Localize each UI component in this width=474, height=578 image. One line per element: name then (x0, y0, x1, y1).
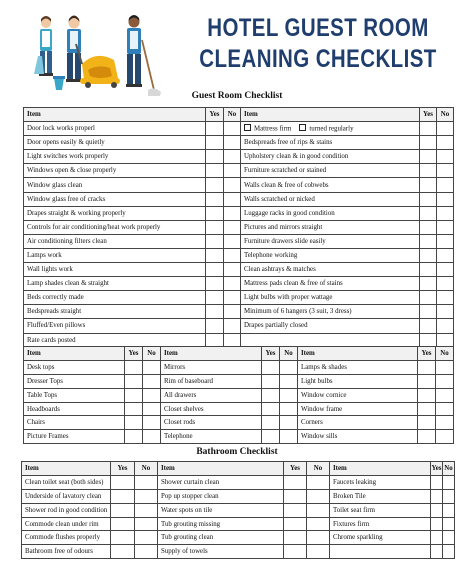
checklist-yes-cell[interactable] (431, 475, 443, 489)
table-row (22, 545, 455, 559)
checklist-no-cell[interactable] (224, 319, 241, 333)
checklist-no-cell[interactable] (224, 206, 241, 220)
checklist-item: Tub grouting missing (158, 517, 284, 531)
checklist-item: Commode clean under rim (22, 517, 111, 531)
checklist-yes-cell[interactable] (431, 531, 443, 545)
checklist-yes-cell[interactable] (206, 178, 224, 192)
checklist-item: Light bulbs with proper wattage (241, 291, 420, 305)
checklist-no-cell[interactable] (224, 305, 241, 319)
table-header-row (24, 108, 454, 122)
checklist-no-cell[interactable] (143, 430, 161, 444)
checklist-no-cell[interactable] (224, 192, 241, 206)
checklist-item: Air conditioning filters clean (24, 234, 206, 248)
checklist-item (330, 545, 431, 559)
checklist-yes-cell[interactable] (420, 122, 437, 136)
checklist-no-cell[interactable] (135, 489, 158, 503)
checklist-item: Light switches work properly (24, 150, 206, 164)
table-row (24, 319, 454, 333)
checklist-yes-cell[interactable] (206, 220, 224, 234)
bathroom-table (21, 461, 455, 559)
option-label: turned regularly (309, 125, 354, 133)
checklist-yes-cell[interactable] (284, 503, 307, 517)
checklist-item: Water spots on tile (158, 503, 284, 517)
checklist-no-cell[interactable] (135, 545, 158, 559)
checklist-yes-cell[interactable] (284, 475, 307, 489)
column-header-yes: Yes (418, 347, 436, 361)
mattress-options (241, 122, 420, 136)
checklist-yes-cell[interactable] (262, 360, 280, 374)
table-row (24, 122, 454, 136)
table-row (22, 489, 455, 503)
column-header-item: Item (298, 347, 418, 361)
checklist-no-cell[interactable] (307, 545, 330, 559)
column-header-yes: Yes (431, 462, 443, 476)
column-header-yes: Yes (111, 462, 135, 476)
table-row (24, 192, 454, 206)
checklist-no-cell[interactable] (224, 248, 241, 262)
checklist-no-cell[interactable] (224, 150, 241, 164)
checklist-item: Drapes straight & working properly (24, 206, 206, 220)
checklist-no-cell[interactable] (307, 503, 330, 517)
checklist-item: Door opens easily & quietly (24, 136, 206, 150)
checklist-no-cell[interactable] (224, 220, 241, 234)
checklist-yes-cell[interactable] (206, 192, 224, 206)
table-row (22, 517, 455, 531)
checklist-no-cell[interactable] (224, 263, 241, 277)
checklist-yes-cell[interactable] (262, 374, 280, 388)
checklist-item: Walls clean & free of cobwebs (241, 178, 420, 192)
checklist-yes-cell[interactable] (420, 192, 437, 206)
checklist-yes-cell[interactable] (206, 150, 224, 164)
checklist-no-cell[interactable] (437, 178, 454, 192)
checklist-yes-cell[interactable] (206, 136, 224, 150)
checklist-yes-cell[interactable] (418, 430, 436, 444)
checklist-yes-cell[interactable] (420, 164, 437, 178)
bathroom-section-title: Bathroom Checklist (196, 447, 278, 457)
checkbox-icon[interactable] (244, 124, 251, 131)
checklist-no-cell[interactable] (280, 430, 298, 444)
checklist-yes-cell[interactable] (420, 333, 437, 347)
table-row (24, 206, 454, 220)
checklist-no-cell[interactable] (437, 319, 454, 333)
checklist-yes-cell[interactable] (431, 545, 443, 559)
checklist-yes-cell[interactable] (284, 531, 307, 545)
column-header-no: No (280, 347, 298, 361)
checklist-item: All drawers (161, 388, 262, 402)
checklist-item: Rate cards posted (24, 333, 206, 347)
checklist-yes-cell[interactable] (284, 517, 307, 531)
checklist-no-cell[interactable] (437, 305, 454, 319)
checklist-item: Desk tops (24, 360, 125, 374)
checklist-no-cell[interactable] (135, 475, 158, 489)
column-header-item: Item (24, 108, 206, 122)
page-header (0, 0, 474, 92)
table-row (22, 531, 455, 545)
checklist-yes-cell[interactable] (284, 545, 307, 559)
table-row (22, 503, 455, 517)
table-row (24, 277, 454, 291)
checklist-no-cell[interactable] (437, 136, 454, 150)
column-header-yes: Yes (284, 462, 307, 476)
checklist-item: Windows open & close properly (24, 164, 206, 178)
checklist-no-cell[interactable] (280, 402, 298, 416)
checklist-item: Telephone working (241, 248, 420, 262)
checklist-item: Window glass clean (24, 178, 206, 192)
checklist-no-cell[interactable] (307, 517, 330, 531)
checklist-item: Dresser Tops (24, 374, 125, 388)
column-header-no: No (443, 462, 455, 476)
checklist-no-cell[interactable] (437, 150, 454, 164)
checklist-item: Pictures and mirrors straight (241, 220, 420, 234)
checklist-no-cell[interactable] (437, 277, 454, 291)
checklist-item: Bedspreads straight (24, 305, 206, 319)
checklist-yes-cell[interactable] (418, 388, 436, 402)
checklist-yes-cell[interactable] (420, 248, 437, 262)
checklist-item: Shower curtain clean (158, 475, 284, 489)
column-header-item: Item (330, 462, 431, 476)
checklist-no-cell[interactable] (443, 545, 455, 559)
page-title (195, 13, 441, 75)
checklist-yes-cell[interactable] (206, 164, 224, 178)
checklist-yes-cell[interactable] (111, 489, 135, 503)
column-header-item: Item (158, 462, 284, 476)
checklist-yes-cell[interactable] (418, 402, 436, 416)
table-header-row (24, 347, 454, 361)
guest-room-table (23, 107, 454, 348)
title-line-1: HOTEL GUEST ROOM (207, 14, 429, 42)
checklist-no-cell[interactable] (224, 333, 241, 347)
table-row (24, 178, 454, 192)
checklist-item: Beds correctly made (24, 291, 206, 305)
checklist-yes-cell[interactable] (420, 178, 437, 192)
checklist-item: Window cornice (298, 388, 418, 402)
checklist-yes-cell[interactable] (262, 430, 280, 444)
checklist-item: Drapes partially closed (241, 319, 420, 333)
checklist-yes-cell[interactable] (111, 503, 135, 517)
checklist-yes-cell[interactable] (206, 277, 224, 291)
column-header-no: No (436, 347, 454, 361)
checklist-yes-cell[interactable] (431, 489, 443, 503)
checklist-item: Closet rods (161, 416, 262, 430)
table-row (24, 150, 454, 164)
checklist-item: Mirrors (161, 360, 262, 374)
table-row (24, 374, 454, 388)
checklist-no-cell[interactable] (280, 388, 298, 402)
cleaning-staff-illustration (30, 14, 162, 98)
checklist-no-cell[interactable] (280, 360, 298, 374)
table-row (24, 416, 454, 430)
checklist-item: Controls for air conditioning/heat work properly (24, 220, 206, 234)
checklist-no-cell[interactable] (436, 388, 454, 402)
column-header-yes: Yes (125, 347, 143, 361)
table-row (24, 305, 454, 319)
table-row (24, 333, 454, 347)
checklist-no-cell[interactable] (437, 263, 454, 277)
checklist-yes-cell[interactable] (284, 489, 307, 503)
checklist-item: Commode flushes properly (22, 531, 111, 545)
room-items-table (23, 346, 454, 444)
checklist-yes-cell[interactable] (206, 291, 224, 305)
checklist-item: Mattress pads clean & free of stains (241, 277, 420, 291)
checklist-yes-cell[interactable] (206, 206, 224, 220)
table-row (24, 136, 454, 150)
column-header-item: Item (22, 462, 111, 476)
checklist-no-cell[interactable] (307, 531, 330, 545)
checklist-yes-cell[interactable] (420, 206, 437, 220)
checklist-item: Chairs (24, 416, 125, 430)
checklist-item: Window sills (298, 430, 418, 444)
checklist-yes-cell[interactable] (418, 416, 436, 430)
checklist-item: Furniture drawers slide easily (241, 234, 420, 248)
checklist-yes-cell[interactable] (420, 319, 437, 333)
checklist-yes-cell[interactable] (111, 475, 135, 489)
checklist-item: Lamp shades clean & straight (24, 277, 206, 291)
checklist-item: Window glass free of cracks (24, 192, 206, 206)
column-header-no: No (437, 108, 454, 122)
checklist-item: Walls scratched or nicked (241, 192, 420, 206)
checklist-yes-cell[interactable] (262, 402, 280, 416)
checklist-yes-cell[interactable] (111, 531, 135, 545)
table-row (24, 220, 454, 234)
checklist-yes-cell[interactable] (206, 234, 224, 248)
checklist-yes-cell[interactable] (125, 416, 143, 430)
checklist-item: Minimum of 6 hangers (3 suit, 3 dress) (241, 305, 420, 319)
checklist-yes-cell[interactable] (262, 388, 280, 402)
table-header-row (22, 462, 455, 476)
checklist-item: Corners (298, 416, 418, 430)
checklist-item: Tub grouting clean (158, 531, 284, 545)
checklist-no-cell[interactable] (443, 489, 455, 503)
checklist-item: Lamps work (24, 248, 206, 262)
checklist-item: Upholstery clean & in good condition (241, 150, 420, 164)
checklist-yes-cell[interactable] (418, 374, 436, 388)
table-row (22, 475, 455, 489)
checklist-yes-cell[interactable] (262, 416, 280, 430)
checklist-yes-cell[interactable] (420, 291, 437, 305)
table-row (24, 164, 454, 178)
checklist-no-cell[interactable] (436, 360, 454, 374)
checklist-no-cell[interactable] (143, 402, 161, 416)
checklist-no-cell[interactable] (437, 291, 454, 305)
title-line-2: CLEANING CHECKLIST (199, 45, 437, 73)
column-header-item: Item (161, 347, 262, 361)
checklist-item: Wall lights work (24, 263, 206, 277)
checklist-no-cell[interactable] (437, 248, 454, 262)
checklist-no-cell[interactable] (437, 333, 454, 347)
checklist-yes-cell[interactable] (420, 305, 437, 319)
table-row (24, 430, 454, 444)
checklist-no-cell[interactable] (143, 360, 161, 374)
checklist-no-cell[interactable] (437, 192, 454, 206)
table-row (24, 248, 454, 262)
checklist-no-cell[interactable] (307, 489, 330, 503)
checklist-no-cell[interactable] (443, 517, 455, 531)
checklist-no-cell[interactable] (135, 517, 158, 531)
column-header-no: No (143, 347, 161, 361)
checklist-item: Light bulbs (298, 374, 418, 388)
column-header-yes: Yes (420, 108, 437, 122)
checklist-item: Headboards (24, 402, 125, 416)
checklist-item: Picture Frames (24, 430, 125, 444)
checklist-item: Bedspreads free of rips & stains (241, 136, 420, 150)
checklist-no-cell[interactable] (437, 220, 454, 234)
checklist-item: Bathroom free of odours (22, 545, 111, 559)
checklist-no-cell[interactable] (143, 374, 161, 388)
table-row (24, 388, 454, 402)
checklist-yes-cell[interactable] (420, 277, 437, 291)
column-header-item: Item (241, 108, 420, 122)
checklist-item: Toilet seat firm (330, 503, 431, 517)
column-header-no: No (135, 462, 158, 476)
checklist-item: Lamps & shades (298, 360, 418, 374)
checklist-no-cell[interactable] (135, 503, 158, 517)
checklist-no-cell[interactable] (143, 388, 161, 402)
checklist-yes-cell[interactable] (111, 545, 135, 559)
checklist-yes-cell[interactable] (206, 263, 224, 277)
guest-room-section-title: Guest Room Checklist (191, 91, 283, 101)
checkbox-icon[interactable] (299, 124, 306, 131)
checklist-yes-cell[interactable] (431, 503, 443, 517)
table-row (24, 402, 454, 416)
option-label: Mattress firm (254, 125, 292, 133)
checklist-no-cell[interactable] (443, 475, 455, 489)
column-header-no: No (224, 108, 241, 122)
table-row (24, 263, 454, 277)
checklist-item: Fluffed/Even pillows (24, 319, 206, 333)
checklist-item: Shower rod in good condition (22, 503, 111, 517)
checklist-item: Furniture scratched or stained (241, 164, 420, 178)
checklist-item: Door lock works properl (24, 122, 206, 136)
table-row (24, 291, 454, 305)
checklist-yes-cell[interactable] (125, 388, 143, 402)
checklist-no-cell[interactable] (224, 178, 241, 192)
checklist-no-cell[interactable] (437, 206, 454, 220)
column-header-item: Item (24, 347, 125, 361)
checklist-no-cell[interactable] (437, 234, 454, 248)
checklist-yes-cell[interactable] (125, 402, 143, 416)
checklist-item: Clean toilet seat (both sides) (22, 475, 111, 489)
column-header-no: No (307, 462, 330, 476)
checklist-item: Underside of lavatory clean (22, 489, 111, 503)
checklist-no-cell[interactable] (437, 122, 454, 136)
checklist-item: Window frame (298, 402, 418, 416)
checklist-yes-cell[interactable] (125, 374, 143, 388)
checklist-no-cell[interactable] (224, 136, 241, 150)
checklist-no-cell[interactable] (143, 416, 161, 430)
checklist-yes-cell[interactable] (125, 430, 143, 444)
checklist-item: Chrome sparkling (330, 531, 431, 545)
checklist-yes-cell[interactable] (206, 319, 224, 333)
checklist-yes-cell[interactable] (420, 150, 437, 164)
checklist-yes-cell[interactable] (206, 122, 224, 136)
column-header-yes: Yes (206, 108, 224, 122)
checklist-no-cell[interactable] (307, 475, 330, 489)
checklist-item (241, 333, 420, 347)
checklist-no-cell[interactable] (224, 164, 241, 178)
checklist-no-cell[interactable] (280, 416, 298, 430)
checklist-no-cell[interactable] (437, 164, 454, 178)
checklist-no-cell[interactable] (224, 291, 241, 305)
column-header-yes: Yes (262, 347, 280, 361)
checklist-no-cell[interactable] (224, 122, 241, 136)
checklist-no-cell[interactable] (224, 234, 241, 248)
checklist-no-cell[interactable] (135, 531, 158, 545)
checklist-item: Supply of towels (158, 545, 284, 559)
checklist-yes-cell[interactable] (420, 234, 437, 248)
checklist-yes-cell[interactable] (206, 333, 224, 347)
checklist-yes-cell[interactable] (111, 517, 135, 531)
checklist-item: Clean ashtrays & matches (241, 263, 420, 277)
checklist-no-cell[interactable] (443, 531, 455, 545)
checklist-item: Table Tops (24, 388, 125, 402)
checklist-item: Pop up stopper clean (158, 489, 284, 503)
checklist-no-cell[interactable] (436, 374, 454, 388)
checklist-yes-cell[interactable] (431, 517, 443, 531)
checklist-yes-cell[interactable] (206, 305, 224, 319)
table-row (24, 234, 454, 248)
checklist-yes-cell[interactable] (420, 263, 437, 277)
checklist-no-cell[interactable] (436, 430, 454, 444)
checklist-item: Luggage racks in good condition (241, 206, 420, 220)
checklist-item: Broken Tile (330, 489, 431, 503)
checklist-yes-cell[interactable] (206, 248, 224, 262)
checklist-item: Faucets leaking (330, 475, 431, 489)
checklist-no-cell[interactable] (224, 277, 241, 291)
checklist-no-cell[interactable] (436, 402, 454, 416)
checklist-item: Telephone (161, 430, 262, 444)
checklist-yes-cell[interactable] (420, 136, 437, 150)
table-row (24, 360, 454, 374)
checklist-yes-cell[interactable] (420, 220, 437, 234)
checklist-yes-cell[interactable] (418, 360, 436, 374)
checklist-item: Rim of baseboard (161, 374, 262, 388)
checklist-yes-cell[interactable] (125, 360, 143, 374)
checklist-no-cell[interactable] (436, 416, 454, 430)
checklist-no-cell[interactable] (443, 503, 455, 517)
checklist-item: Fixtures firm (330, 517, 431, 531)
checklist-no-cell[interactable] (280, 374, 298, 388)
checklist-item: Closet shelves (161, 402, 262, 416)
